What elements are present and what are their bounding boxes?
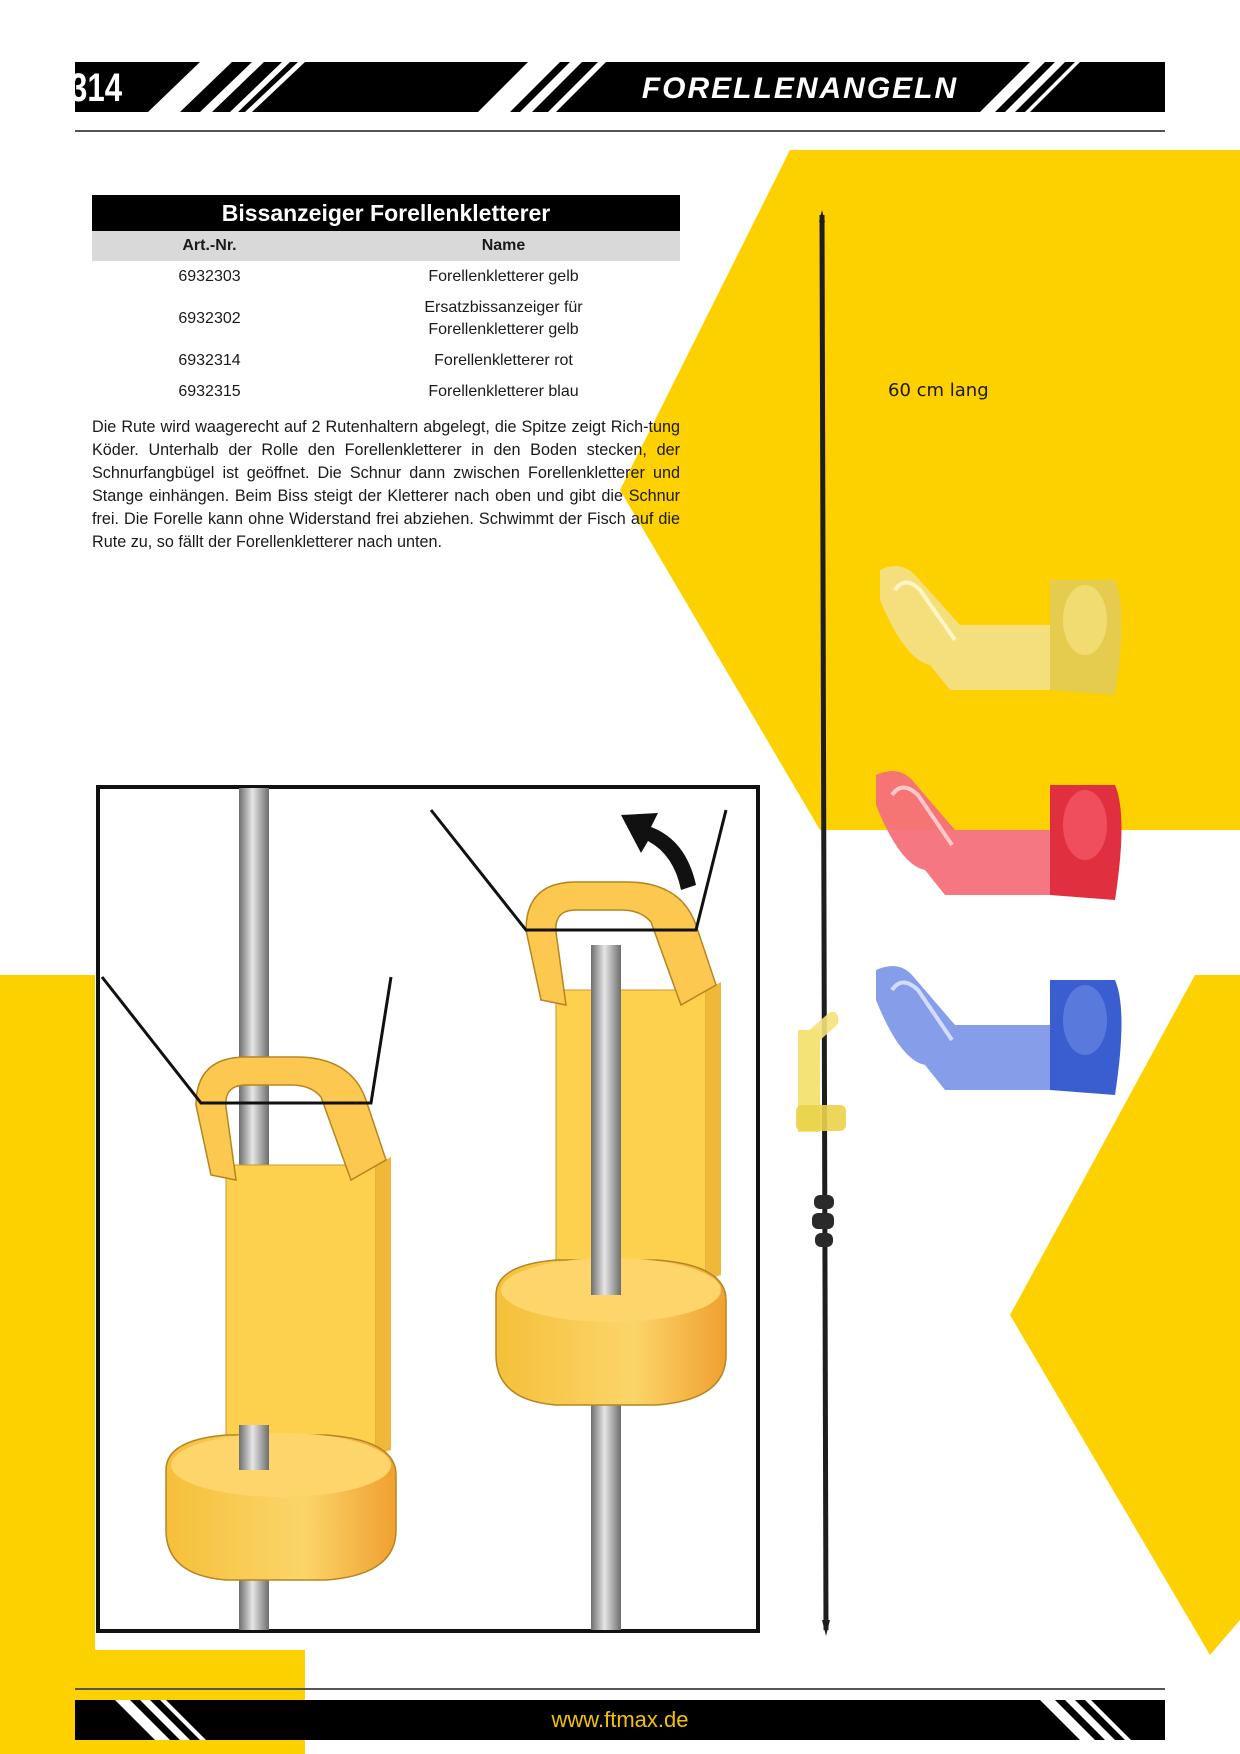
- length-label: 60 cm lang: [888, 380, 989, 401]
- art-nr-cell: 6932303: [178, 268, 241, 285]
- name-cell: Forellenkletterer rot: [434, 352, 573, 369]
- art-nr-cell: 6932302: [178, 310, 241, 327]
- art-nr-cell: 6932315: [178, 383, 241, 400]
- column-header-art-nr: Art.-Nr.: [182, 237, 237, 254]
- footer-url[interactable]: www.ftmax.de: [551, 1707, 689, 1732]
- column-header-name: Name: [481, 237, 526, 254]
- product-description: Die Rute wird waagerecht auf 2 Rutenhaltern abgelegt, die Spitze zeigt Rich-tung Köder. Unterhalb der Rolle den Forellenkletterer in den Boden stecken, der Schnurfangbügel ist geöffnet. Die Schnur dann zwischen Forellenkletterer und Stange einhängen. Beim Biss steigt der Kletterer nach oben und gibt die Schnur frei. Die Forelle kann ohne Widerstand frei abziehen. Schwimmt der Fisch auf die Rute zu, so fällt der Forellenkletterer nach unten.: [92, 418, 680, 551]
- page-number: 314: [70, 66, 123, 110]
- name-cell: Forellenkletterer blau: [428, 383, 579, 400]
- chapter-title: FORELLENANGELN: [641, 72, 959, 105]
- name-cell: Ersatzbissanzeiger für Forellenkletterer gelb: [424, 299, 583, 338]
- table-title: Bissanzeiger Forellenkletterer: [92, 195, 680, 231]
- name-cell: Forellenkletterer gelb: [428, 268, 579, 285]
- art-nr-cell: 6932314: [178, 352, 241, 369]
